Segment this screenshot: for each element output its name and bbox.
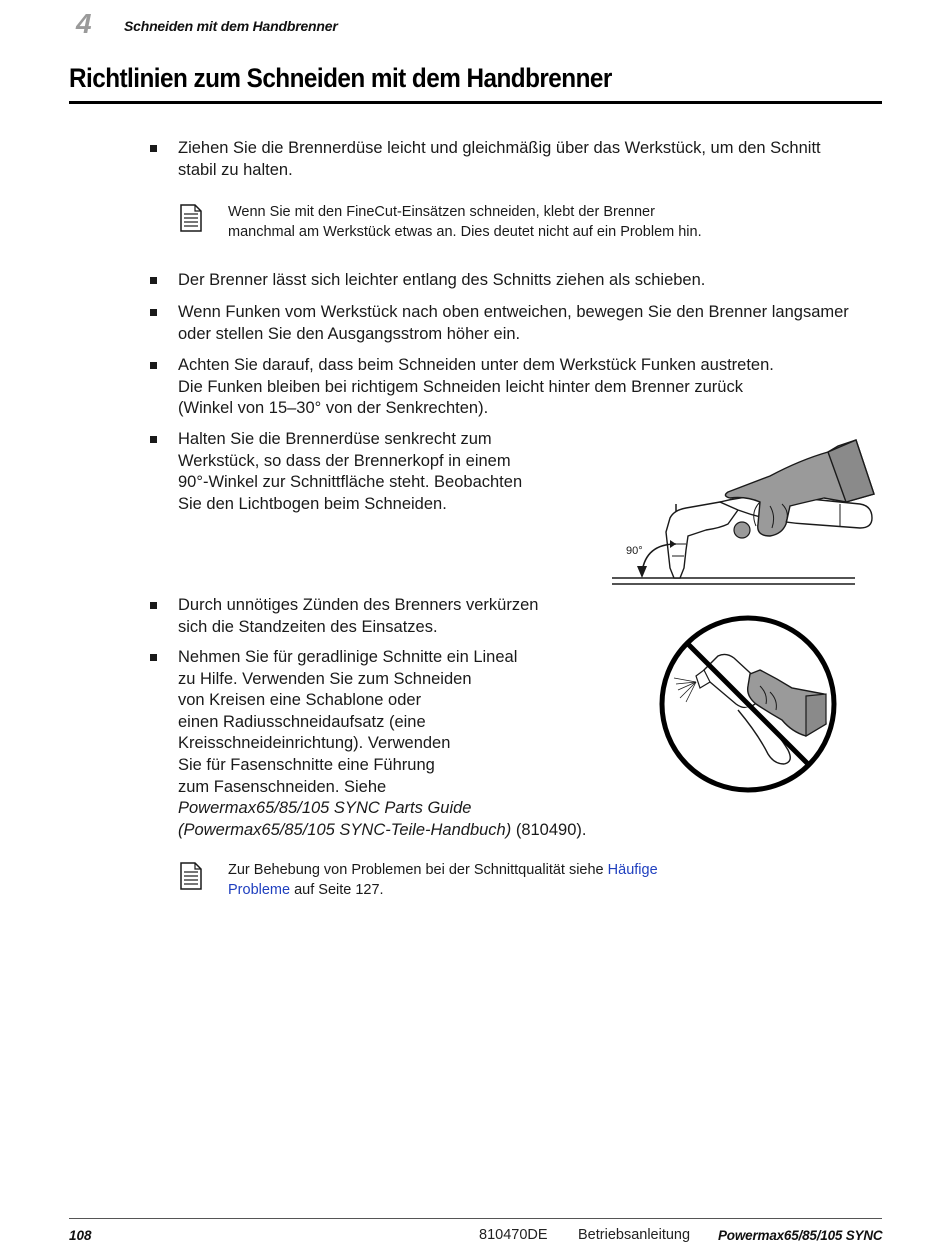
chapter-number: 4 — [76, 8, 92, 39]
note-text: manchmal am Werkstück etwas an. Dies deutet nicht auf ein Problem hin. — [228, 224, 702, 240]
list-item-text: einen Radiusschneidaufsatz (eine — [178, 712, 426, 731]
note-text: Wenn Sie mit den FineCut-Einsätzen schneiden, klebt der Brenner — [228, 204, 655, 220]
list-item-text: stabil zu halten. — [178, 160, 293, 179]
list-item-text: Kreisschneideinrichtung). Verwenden — [178, 734, 451, 753]
haeufige-probleme-link-continued[interactable]: Probleme — [228, 882, 291, 898]
list-item-text: Sie für Fasenschnitte eine Führung — [178, 755, 435, 774]
list-item-text: Nehmen Sie für geradlinige Schnitte ein Lineal — [178, 648, 518, 666]
note-text: auf Seite 127. — [290, 882, 384, 898]
list-item-text: Sie den Lichtbogen beim Schneiden. — [178, 494, 447, 513]
document-reference-subtitle: (Powermax65/85/105 SYNC-Teile-Handbuch) — [178, 820, 512, 839]
chapter-title: Schneiden mit dem Handbrenner — [124, 18, 338, 34]
document-reference-title: Powermax65/85/105 SYNC Parts Guide — [178, 799, 472, 818]
bullet-square — [150, 654, 157, 661]
list-item-text: Werkstück, so dass der Brennerkopf in einem — [178, 451, 511, 470]
list-item-text: Achten Sie darauf, dass beim Schneiden unter dem Werkstück Funken austreten. — [178, 356, 774, 374]
list-item-text: zu Hilfe. Verwenden Sie zum Schneiden — [178, 669, 472, 688]
bullet-square — [150, 277, 157, 284]
prohibited-torch-illustration — [656, 612, 840, 796]
list-item-text: sich die Standzeiten des Einsatzes. — [178, 617, 438, 636]
list-item-text: von Kreisen eine Schablone oder — [178, 691, 422, 710]
list-item-text: Durch unnötiges Zünden des Brenners verkürzen — [178, 596, 539, 614]
list-item-text: Die Funken bleiben bei richtigem Schneiden leicht hinter dem Brenner zurück — [178, 377, 743, 396]
list-item-text: Halten Sie die Brennerdüse senkrecht zum — [178, 430, 492, 448]
list-item-text: zum Fasenschneiden. Siehe — [178, 777, 387, 796]
bullet-square — [150, 145, 157, 152]
list-item-text: Wenn Funken vom Werkstück nach oben entweichen, bewegen Sie den Brenner langsamer — [178, 303, 849, 321]
footer-divider — [69, 1218, 882, 1219]
note-document-icon — [180, 862, 202, 890]
heading-divider — [69, 101, 882, 104]
list-item-text: oder stellen Sie den Ausgangsstrom höher ein. — [178, 324, 521, 343]
page-title: Richtlinien zum Schneiden mit dem Handbrenner — [69, 63, 612, 93]
document-number: 810470DE — [479, 1227, 548, 1243]
list-item-text: 90°-Winkel zur Schnittfläche steht. Beobachten — [178, 473, 523, 492]
angle-label: 90° — [626, 545, 643, 557]
list-item-text: (Winkel von 15–30° von der Senkrechten). — [178, 399, 489, 418]
page-number: 108 — [69, 1228, 92, 1243]
part-number: (810490). — [511, 820, 587, 839]
bullet-square — [150, 362, 157, 369]
note-text: Zur Behebung von Problemen bei der Schnittqualität siehe — [228, 862, 608, 878]
bullet-square — [150, 309, 157, 316]
haeufige-probleme-link[interactable]: Häufige — [607, 862, 658, 878]
bullet-square — [150, 602, 157, 609]
list-item-text: Der Brenner lässt sich leichter entlang des Schnitts ziehen als schieben. — [178, 271, 706, 289]
list-item-text: Ziehen Sie die Brennerdüse leicht und gleichmäßig über das Werkstück, um den Schnitt — [178, 139, 821, 157]
bullet-square — [150, 436, 157, 443]
note-document-icon — [180, 204, 202, 232]
document-type: Betriebsanleitung — [578, 1227, 691, 1243]
torch-perpendicular-illustration — [610, 432, 880, 592]
product-name: Powermax65/85/105 SYNC — [718, 1228, 883, 1243]
